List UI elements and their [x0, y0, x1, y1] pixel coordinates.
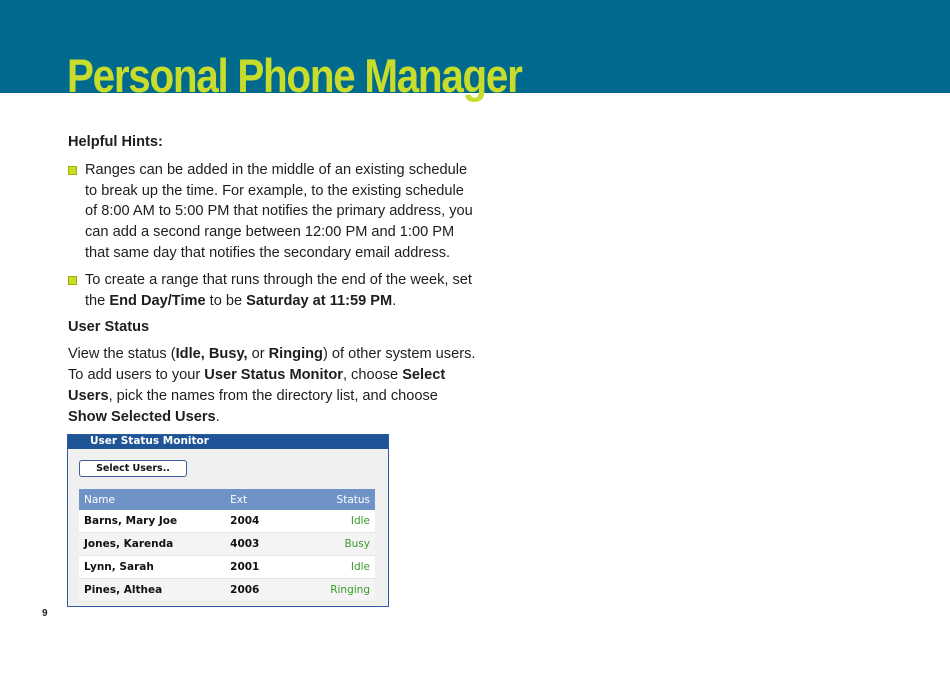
main-content [68, 132, 478, 427]
paragraph-text: View the status ( [68, 346, 176, 363]
select-users-button[interactable]: Select Users.. [79, 460, 187, 477]
monitor-body [68, 449, 388, 606]
status-cell: Ringing [325, 579, 375, 602]
column-header-status[interactable]: Status [325, 489, 375, 510]
square-bullet-icon [68, 166, 77, 175]
status-cell: Busy [325, 533, 375, 556]
monitor-title: User Status Monitor [68, 435, 388, 449]
paragraph-bold: Show Selected Users [68, 408, 216, 425]
paragraph-text: ) of other system users. To add users to your [68, 346, 476, 383]
user-name-cell: Lynn, Sarah [79, 556, 225, 579]
hint-text-part: . [392, 292, 397, 309]
hint-text-part: to be [205, 292, 247, 309]
table-row[interactable] [79, 556, 375, 579]
paragraph-bold: User Status Monitor [204, 366, 343, 383]
paragraph-bold: Idle, Busy, [175, 346, 248, 363]
page-title: Personal Phone Manager [67, 49, 522, 102]
hint-item [68, 160, 478, 264]
paragraph-bold: Ringing [268, 346, 323, 363]
ext-cell: 2004 [225, 510, 325, 533]
table-row[interactable] [79, 579, 375, 602]
square-bullet-icon [68, 276, 77, 285]
status-cell: Idle [325, 510, 375, 533]
user-name-cell: Jones, Karenda [79, 533, 225, 556]
table-row[interactable] [79, 510, 375, 533]
hints-list [68, 160, 478, 312]
ext-cell: 2001 [225, 556, 325, 579]
hint-text-bold: Saturday at 11:59 PM [246, 292, 393, 309]
user-name-cell: Pines, Althea [79, 579, 225, 602]
ext-cell: 2006 [225, 579, 325, 602]
user-name-cell: Barns, Mary Joe [79, 510, 225, 533]
user-status-heading: User Status [68, 319, 150, 336]
helpful-hints-heading: Helpful Hints: [68, 134, 163, 150]
hint-text-bold: End Day/Time [109, 292, 206, 309]
status-cell: Idle [325, 556, 375, 579]
paragraph-text: . [215, 408, 220, 425]
paragraph-bold: Select Users [68, 366, 446, 404]
hint-text: Ranges can be added in the middle of an existing schedule to break up the time. For example, to the existing schedule of 8:00 AM to 5:00 PM that notifies the primary address, you can add a second range between 12:00 PM and 1:00 PM that same day that notifies the secondary email address. [85, 161, 473, 261]
user-status-table [79, 489, 375, 602]
hint-item [68, 270, 478, 312]
table-row[interactable] [79, 533, 375, 556]
column-header-ext[interactable]: Ext [225, 489, 325, 510]
paragraph-text: , choose [342, 366, 403, 383]
table-header-row [79, 489, 375, 510]
user-status-monitor-panel [67, 434, 389, 607]
hint-text-part: To create a range that runs through the end of the week, set the [85, 271, 472, 309]
column-header-name[interactable]: Name [79, 489, 225, 510]
paragraph-text: , pick the names from the directory list, and choose [108, 387, 438, 404]
ext-cell: 4003 [225, 533, 325, 556]
user-status-paragraph [68, 344, 478, 427]
page-number: 9 [42, 608, 48, 619]
paragraph-text: or [247, 346, 269, 363]
